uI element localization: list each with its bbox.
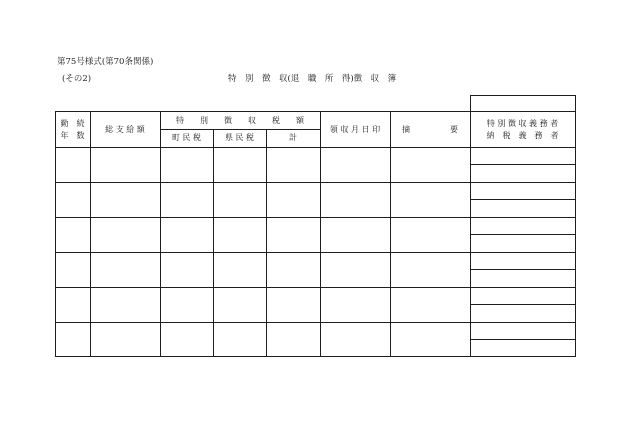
obligor-split <box>470 304 575 305</box>
row-divider <box>55 252 575 253</box>
header-obligor-line1: 特 別 徴 収 義 務 者 <box>486 118 559 128</box>
table-border-bottom <box>55 356 575 357</box>
part-label: (その2) <box>62 74 92 84</box>
form-number: 第75号様式(第70条関係) <box>57 57 154 67</box>
obligor-split <box>470 234 575 235</box>
header-bottom-line <box>55 147 575 148</box>
header-service-years-line2: 年 数 <box>60 130 85 140</box>
header-summary: 摘 要 <box>402 124 458 134</box>
column-divider <box>390 111 391 357</box>
table-border-top <box>55 111 575 112</box>
column-divider <box>90 111 91 357</box>
header-sub-divider <box>160 129 320 130</box>
row-divider <box>55 322 575 323</box>
header-pref-tax: 県 民 税 <box>224 133 255 142</box>
header-obligor <box>470 112 575 147</box>
row-divider <box>55 287 575 288</box>
column-divider <box>470 95 471 357</box>
row-divider <box>55 217 575 218</box>
header-total: 計 <box>289 133 297 142</box>
column-divider <box>160 111 161 357</box>
header-service-years <box>55 112 90 147</box>
column-divider <box>266 129 267 357</box>
table-border-left <box>55 111 56 357</box>
extra-box-top <box>470 95 575 96</box>
row-divider <box>55 182 575 183</box>
column-divider <box>320 111 321 357</box>
header-service-years-line1: 勤 続 <box>60 118 85 128</box>
column-divider <box>213 129 214 357</box>
header-obligor-line2: 納 税 義 務 者 <box>486 130 559 140</box>
obligor-split <box>470 199 575 200</box>
document-title: 特 別 徴 収(退 職 所 得)徴 収 簿 <box>228 74 397 84</box>
header-receipt-date: 領 収 月 日 印 <box>329 124 381 134</box>
header-special-tax: 特 別 徴 収 税 額 <box>176 115 304 125</box>
obligor-split <box>470 339 575 340</box>
table-border-right <box>575 95 576 357</box>
header-town-tax: 町 民 税 <box>171 133 202 142</box>
obligor-split <box>470 269 575 270</box>
obligor-split <box>470 164 575 165</box>
header-total-pay: 総 支 給 額 <box>105 124 145 134</box>
